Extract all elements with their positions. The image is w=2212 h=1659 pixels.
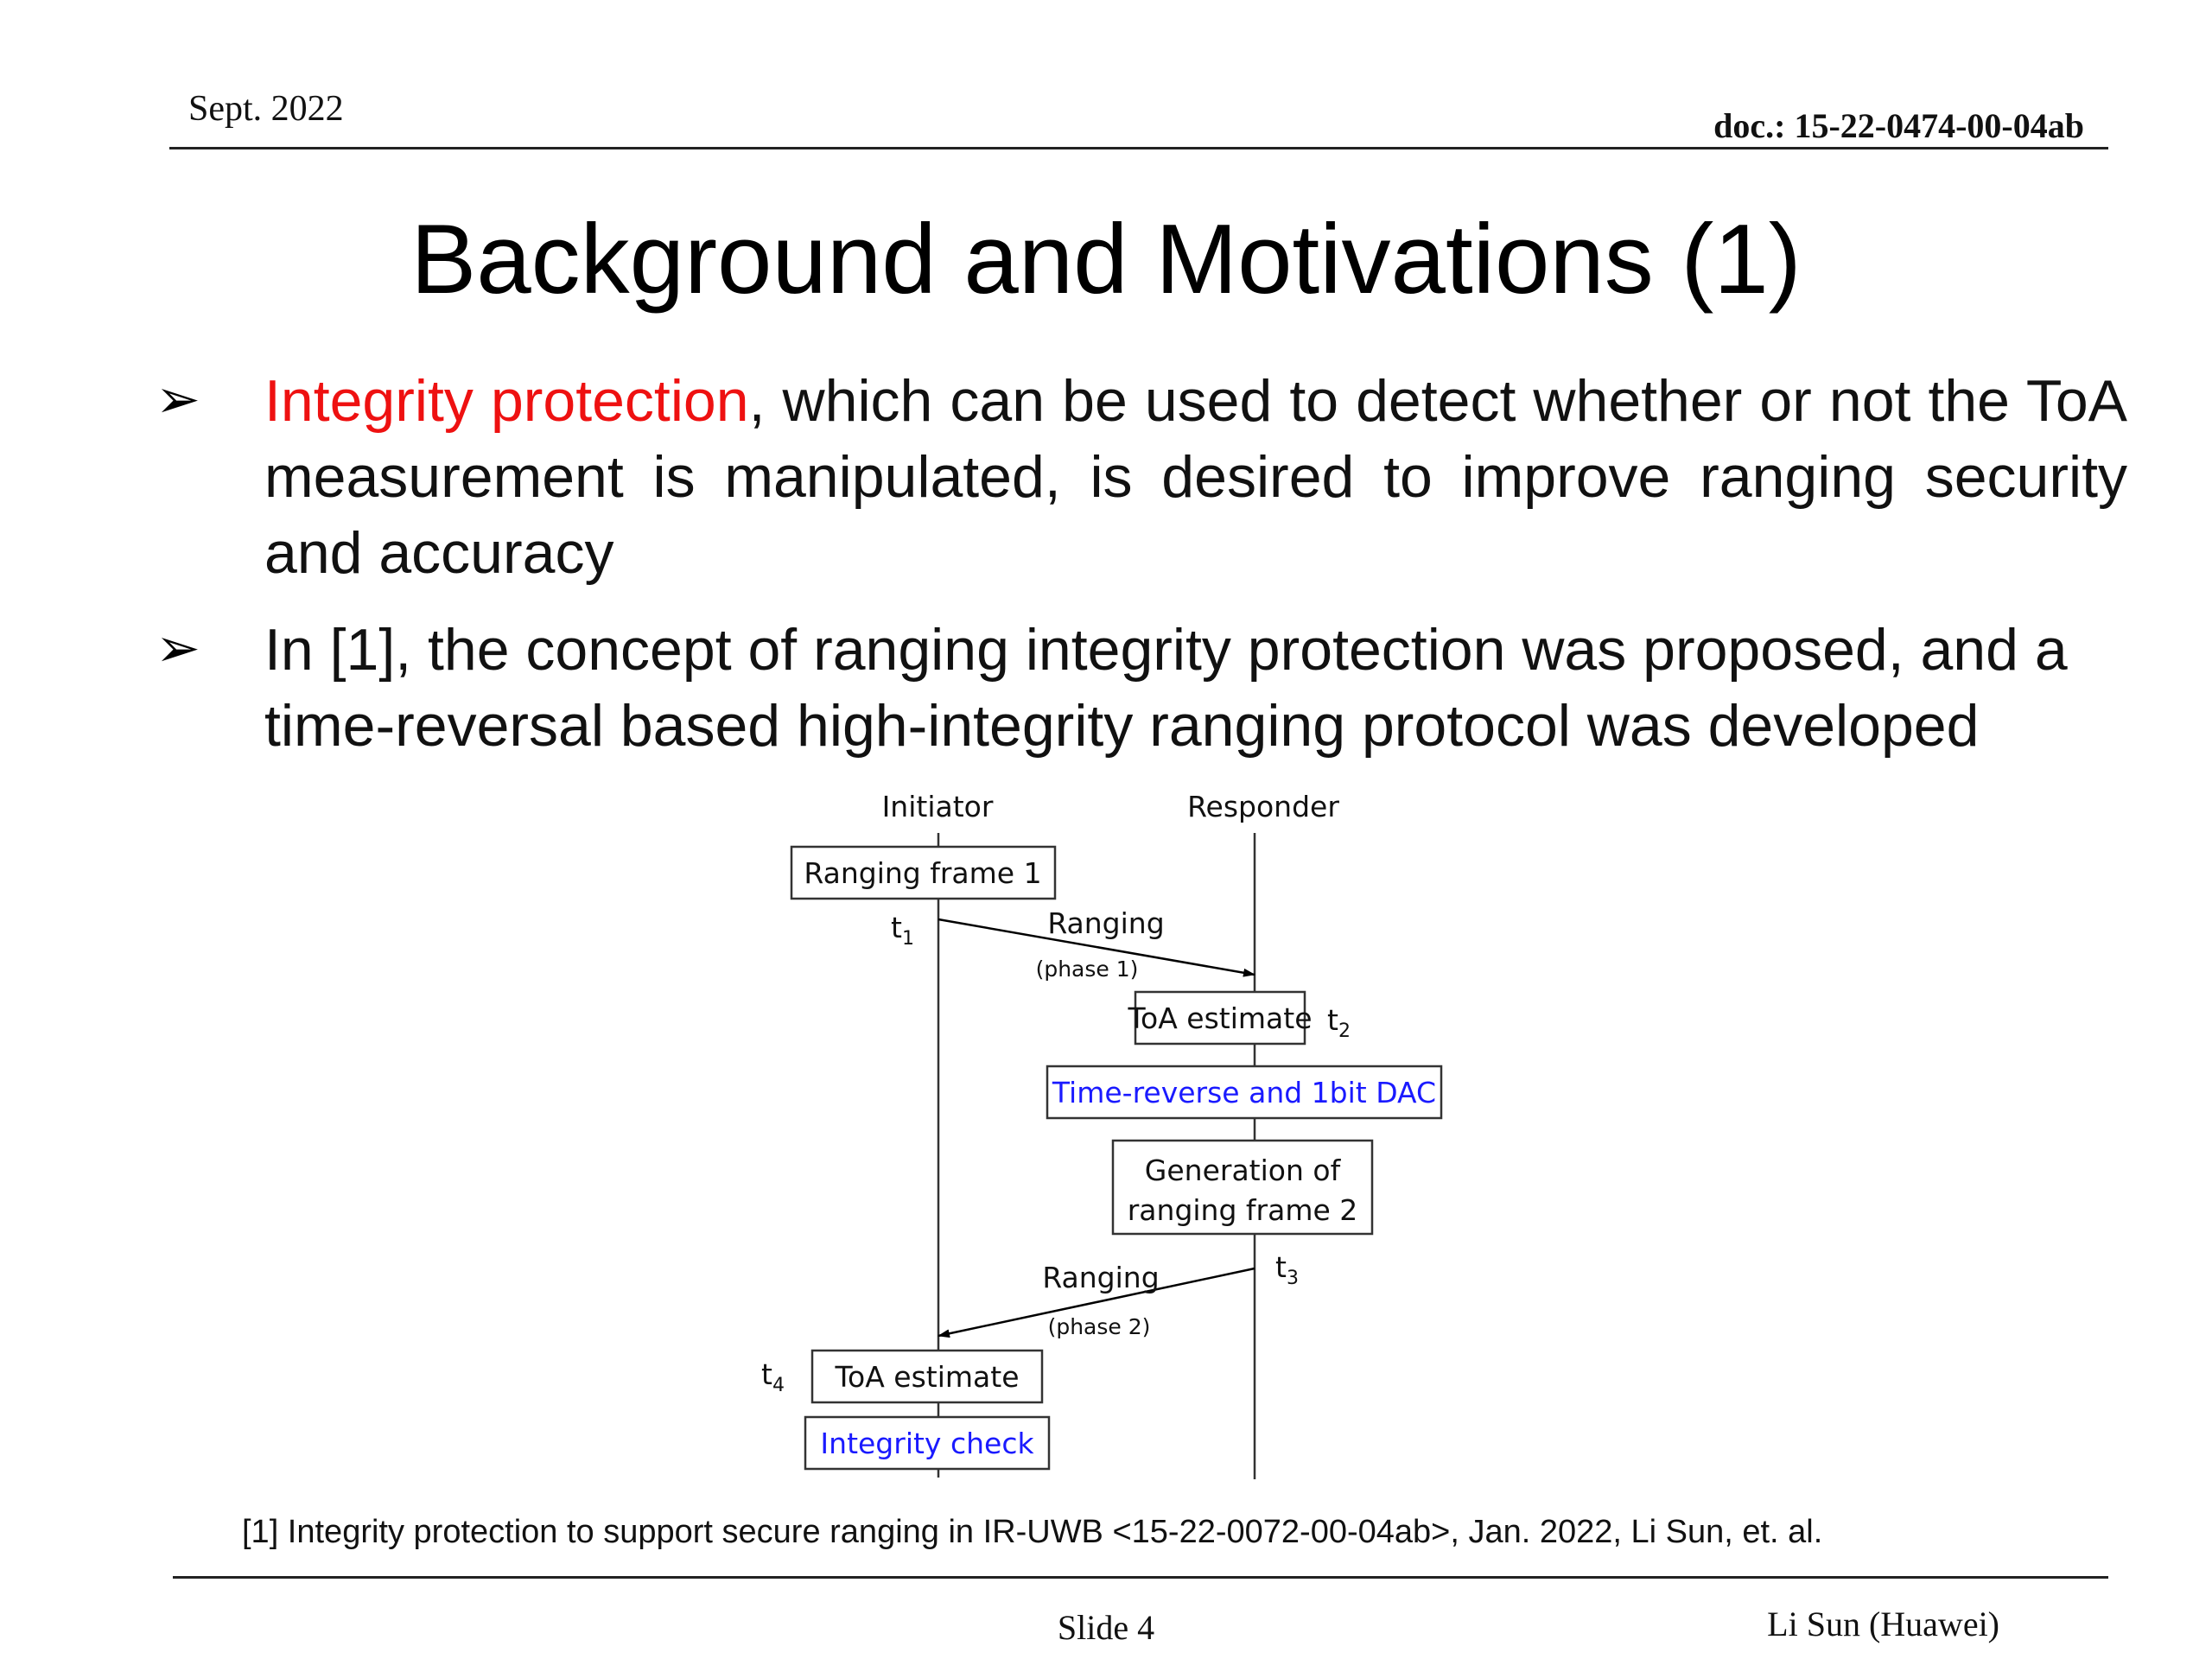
header-doc-id: doc.: 15-22-0474-00-04ab (1713, 106, 2084, 145)
integrity-check-label: Integrity check (820, 1427, 1034, 1460)
header-rule (169, 147, 2108, 149)
header-date: Sept. 2022 (188, 89, 344, 129)
footer-rule (173, 1576, 2108, 1579)
initiator-label: Initiator (881, 790, 994, 823)
generation-label-line1: Generation of (1144, 1154, 1341, 1187)
generation-label-line2: ranging frame 2 (1127, 1193, 1358, 1227)
phase-2-sublabel: (phase 2) (1047, 1314, 1151, 1339)
t3-label: $t_3$ (1275, 1250, 1299, 1289)
reference-note: [1] Integrity protection to support secure ranging in IR-UWB <15-22-0072-00-04ab>, Jan. 2022, Li Sun, et. al. (242, 1514, 1823, 1550)
ranging-sequence-diagram (743, 778, 1486, 1503)
slide-title: Background and Motivations (1) (410, 205, 1802, 315)
ranging-frame-1-label: Ranging frame 1 (804, 856, 1042, 890)
phase-1-sublabel: (phase 1) (1035, 957, 1139, 982)
phase-1-label: Ranging (1047, 906, 1165, 940)
responder-label: Responder (1187, 790, 1339, 823)
bullet-arrow-icon: ➢ (156, 619, 200, 678)
t1-label: $t_1$ (891, 911, 914, 950)
bullet-2-text: In [1], the concept of ranging integrity protection was proposed, and a time-reversal based high-integrity ranging protocol was developed (264, 617, 2068, 759)
slide-number: Slide 4 (1057, 1608, 1155, 1647)
t2-label: $t_2$ (1327, 1003, 1351, 1042)
bullet-1-text (264, 363, 2127, 591)
bullet-1-body: , which can be used to detect whether or not the ToA measurement is manipulated, is desired to improve ranging security and accuracy (264, 368, 2127, 586)
toa-estimate-initiator-label: ToA estimate (835, 1360, 1020, 1394)
bullet-1-highlight: Integrity protection (264, 368, 749, 434)
t4-label: $t_4$ (761, 1357, 785, 1396)
phase-2-label: Ranging (1042, 1261, 1160, 1294)
footer-author: Li Sun (Huawei) (1767, 1605, 1999, 1643)
toa-estimate-responder-label: ToA estimate (1128, 1001, 1313, 1035)
time-reverse-label: Time-reverse and 1bit DAC (1052, 1076, 1437, 1109)
bullet-arrow-icon: ➢ (156, 370, 200, 429)
